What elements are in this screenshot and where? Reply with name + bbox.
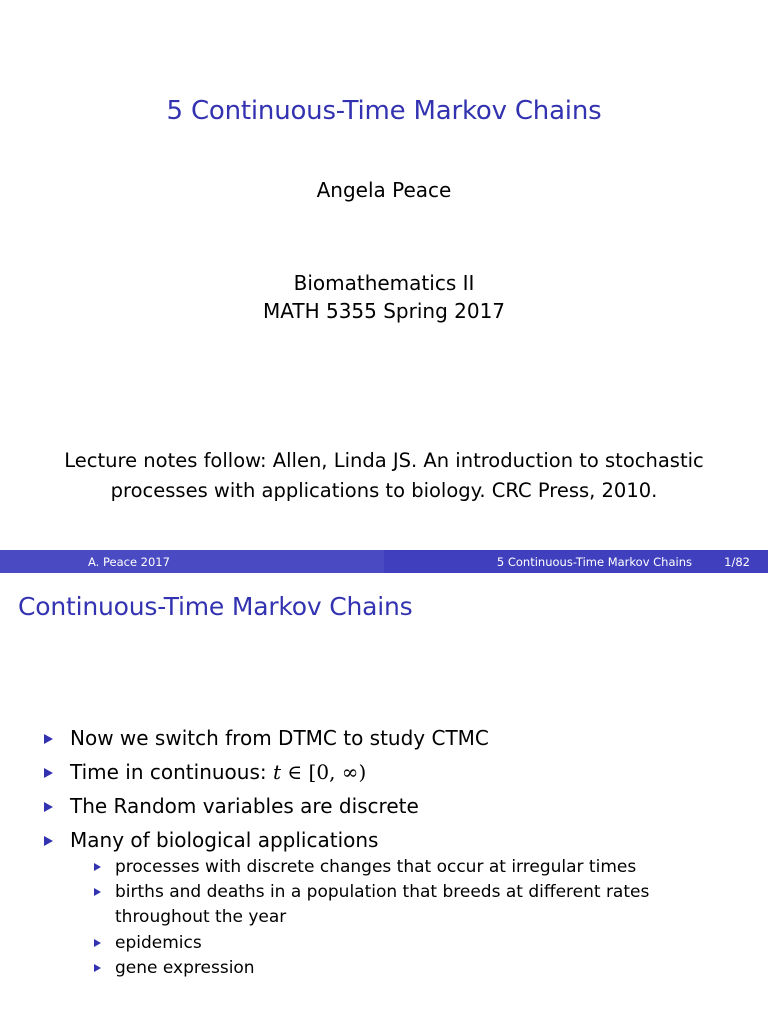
sub-list-item: [0, 931, 768, 956]
footer-author: A. Peace 2017: [88, 555, 170, 569]
course-code: MATH 5355 Spring 2017: [262, 299, 506, 323]
footer-title: 5 Continuous-Time Markov Chains: [496, 555, 692, 569]
sub-list-item: [0, 956, 768, 981]
bullet-text-prefix: Time in continuous:: [70, 760, 273, 784]
sub-bullet-arrow-icon: [94, 888, 101, 896]
math-variable: t: [272, 760, 282, 784]
slide-title: 5 Continuous-Time Markov Chains: [166, 96, 602, 126]
footer-bar: [0, 550, 768, 573]
sub-bullet-arrow-icon: [94, 863, 101, 871]
sub-bullet-arrow-icon: [94, 939, 101, 947]
sub-bullet-text: gene expression: [115, 958, 255, 978]
bullet-text: Now we switch from DTMC to study CTMC: [70, 726, 489, 750]
sub-bullet-text: processes with discrete changes that occur at irregular times: [115, 857, 637, 877]
math-set: ∈ [0, ∞): [281, 760, 367, 784]
bullet-arrow-icon: [44, 836, 53, 846]
sub-bullet-arrow-icon: [94, 964, 101, 972]
bullet-list: [0, 725, 768, 981]
sub-list-item: [0, 855, 768, 880]
bullet-arrow-icon: [44, 768, 53, 778]
bullet-text: [70, 760, 366, 784]
sub-bullet-text: births and deaths in a population that breeds at different rates throughout the year: [115, 882, 650, 927]
footer-page-number: 1/82: [724, 555, 750, 569]
bullet-arrow-icon: [44, 734, 53, 744]
list-item: [0, 759, 768, 793]
slide2-title: Continuous-Time Markov Chains: [18, 592, 413, 621]
course-name: Biomathematics II: [293, 271, 475, 295]
sub-bullet-text: epidemics: [115, 933, 202, 953]
author-name: Angela Peace: [316, 178, 452, 202]
list-item: [0, 793, 768, 827]
bullet-text: Many of biological applications: [70, 828, 379, 852]
reference-line-1: Lecture notes follow: Allen, Linda JS. An introduction to stochastic: [64, 449, 704, 472]
sub-list-item: [0, 880, 768, 931]
bullet-text: The Random variables are discrete: [70, 794, 419, 818]
reference-line-2: processes with applications to biology. CRC Press, 2010.: [110, 479, 658, 502]
bullet-arrow-icon: [44, 802, 53, 812]
footer-left-panel: [0, 550, 384, 573]
list-item: [0, 827, 768, 855]
list-item: [0, 725, 768, 759]
